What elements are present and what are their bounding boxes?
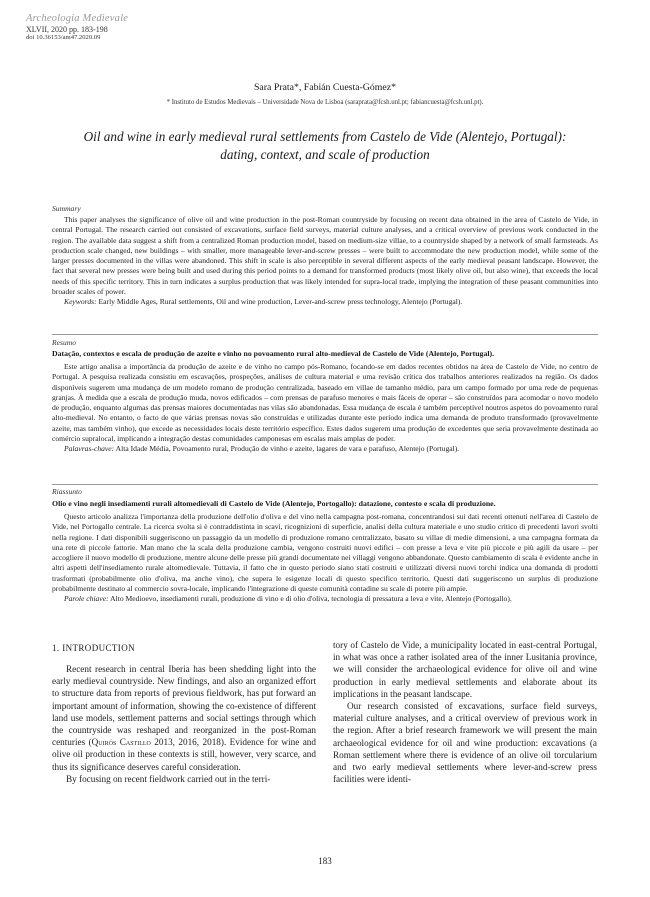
summary-keywords	[52, 297, 598, 307]
column-left	[52, 663, 316, 785]
authors: Sara Prata*, Fabián Cuesta-Gómez*	[253, 82, 396, 93]
resumo-keywords	[52, 444, 598, 454]
riassunto-body	[52, 512, 598, 605]
riassunto-title: Olio e vino negli insediamenti rurali altomedievali di Castelo de Vide (Alentejo, Portogallo): datazione, contesto e scala di produzione.	[52, 499, 496, 508]
column-right	[333, 639, 597, 785]
parole-chiave-list: Alto Medioevo, insediamenti rurali, produzione di vino e di olio d'oliva, tecnologia di pressatura a leva e vite, Alentejo (Portogallo).	[110, 594, 512, 604]
parole-chiave-label: Parole chiave:	[64, 594, 109, 604]
resumo-text: Este artigo analisa a importância da produção de azeite e de vinho no campo pós-Romano, focando-se em dados recentes obtidos na área de Castelo de Vide, no centro de Portugal. A pesquisa realizada consistiu em escavações, prospeções, análises de cultura material e uma revisão crítica dos trabalhos anteriores realizados na região. Os dados disponíveis sugerem uma mudança de um modelo romano de produção centralizada, baseado em villae de tamanho médio, para um campo formado por uma rede de pequenas granjas. À medida que a escala de produção muda, novos edificados – com prensas de parafuso menores e mais fáceis de operar – são construídos para acomodar o novo modelo de produção, enquanto algumas das prensas maiores documentadas nas vilas são abandonadas. Essa mudança de escala é também perceptível noutros aspetos do povoamento rural alto-medieval. No entanto, o facto de que várias prensas novas são construídas e utilizadas durante este período indica uma demanda de produto transformado (provavelmente azeite, mas também vinho), que excede as necessidades locais deste território específico. Estes dados sugerem uma produção de excedentes que seria provavelmente destinada ao comércio supralocal, implicando a integração destas comunidades camponesas em escalas mais amplas de poder.	[52, 362, 598, 444]
palavras-chave-list: Alta Idade Média, Povoamento rural, Produção de vinho e azeite, lagares de vara e parafuso, Alentejo (Portugal).	[115, 444, 460, 454]
article-title	[60, 128, 590, 164]
title-line-2: dating, context, and scale of production	[220, 147, 430, 162]
title-line-1: Oil and wine in early medieval rural settlements from Castelo de Vide (Alentejo, Portugal):	[83, 129, 567, 144]
section-heading-introduction: 1. INTRODUCTION	[52, 643, 135, 653]
riassunto-text: Questo articolo analizza l'importanza della produzione dell'olio d'oliva e del vino nella campagna post-romana, concentrandosi sui dati recenti ottenuti nell'area di Castelo de Vide, nel Portogallo centrale. La ricerca svolta si è contraddistinta in scavi, ricognizioni di superficie, analisi della cultura materiale e uno studio critico di precedenti lavori svolti nella regione. I dati disponibili suggeriscono un passaggio da un modello di produzione romano centralizzato, basato su villae di medie dimensioni, a una campagna formata da una rete di piccole fattorie. Man mano che la scala della produzione cambia, vengono costruiti nuovi edifici – con presse a leva e vite più piccole e più agili da usare – per accogliere il nuovo modello di produzione, mentre alcune delle presse più grandi documentate nei villaggi vengono abbandonate. Questo cambiamento di scala è evidente anche in altri aspetti dell'insediamento rurale altomedievale. Tuttavia, il fatto che in questo periodo siano stati costruiti e utilizzati diversi nuovi torchi indica una domanda di prodotti trasformati (probabilmente olio d'oliva, ma anche vino), che supera le esigenze locali di questo specifico territorio. Questi dati suggeriscono un surplus di produzione probabilmente destinato al commercio sovra-locale, implicando l'integrazione di queste comunità contadine su scale di potere più ampie.	[52, 512, 598, 594]
resumo-body	[52, 362, 598, 455]
summary-text: This paper analyses the significance of olive oil and wine production in the post-Roman countryside by focusing on recent data obtained in the area of Castelo de Vide, in central Portugal. The research carried out consisted of excavations, surface field surveys, material culture analyses, and a critical overview of previous work conducted in the region. The available data suggest a shift from a centralized Roman production model, based on medium-size villae, to a countryside shaped by a network of small farmsteads. As production scale changed, new buildings – with smaller, more manageable lever-and-screw presses – were built to accommodate the new production model, while some of the larger presses documented in the villas were abandoned. This shift in scale is also perceptible in several different aspects of the early medieval peasant landscape. However, the fact that several new presses were being built and used during this period points to a demand for transformed products (most likely olive oil, but also wine), that exceeds the local needs of this specific territory. This in turn indicates a surplus production that was likely intended for supra-local trade, implying the integration of these peasant communities into broader scales of power.	[52, 215, 598, 297]
journal-name: Archeologia Medievale	[26, 13, 129, 24]
riassunto-keywords	[52, 594, 598, 604]
keywords-label: Keywords:	[64, 297, 97, 307]
keywords-list: Early Middle Ages, Rural settlements, Oil and wine production, Lever-and-screw press technology, Alentejo (Portugal).	[98, 297, 463, 307]
divider	[52, 484, 598, 485]
intro-paragraph-2-cont: tory of Castelo de Vide, a municipality located in east-central Portugal, in what was once a rather isolated area of the inner Lusitania province, we will consider the archaeological evidence for olive oil and wine production in early medieval settlements and elaborate about its implications in the peasant landscape.	[333, 640, 597, 699]
palavras-chave-label: Palavras-chave:	[64, 444, 115, 454]
divider	[52, 334, 598, 335]
resumo-title: Datação, contextos e escala de produção de azeite e vinho no povoamento rural alto-medieval de Castelo de Vide (Alentejo, Portugal).	[52, 349, 495, 358]
citation-author: Quirós Castillo	[91, 737, 151, 748]
doi: doi 10.36153/am47.2020.09	[26, 34, 101, 41]
summary-body	[52, 215, 598, 308]
affiliation: * Instituto de Estudos Medievais – Universidade Nova de Lisboa (saraprata@fcsh.unl.pt; fabiancuesta@fcsh.unl.pt).	[166, 99, 484, 106]
intro-paragraph-1: Recent research in central Iberia has been shedding light into the early medieval countryside. New findings, and also an organized effort to structure data from reports of previous fieldwork, has put forward an important amount of information, showing the co-existence of different land use models, settlement patterns and social settings through which the countryside was reshaped and reorganized in the post-Roman centuries (Quirós Castillo 2013, 2016, 2018). Evidence for wine and olive oil production in these contexts is still, however, very scarce, and thus its significance deserves careful consideration.	[52, 664, 316, 772]
resumo-label: Resumo	[52, 338, 77, 347]
volume-pages: XLVII, 2020 pp. 183-198	[26, 25, 108, 34]
page-number: 183	[318, 856, 332, 866]
riassunto-label: Riassunto	[52, 487, 82, 496]
intro-paragraph-2: By focusing on recent fieldwork carried out in the terri-	[66, 773, 271, 784]
summary-label: Summary	[52, 204, 81, 213]
intro-paragraph-3: Our research consisted of excavations, surface field surveys, material culture analyses, and a critical overview of previous work in the region. After a brief research framework we will present the main archaeological evidence for oil and wine production: excavations (a Roman settlement where there is evidence of an olive oil torcularium and two early medieval settlements where lever-and-screw press facilities were identi-	[333, 701, 597, 785]
